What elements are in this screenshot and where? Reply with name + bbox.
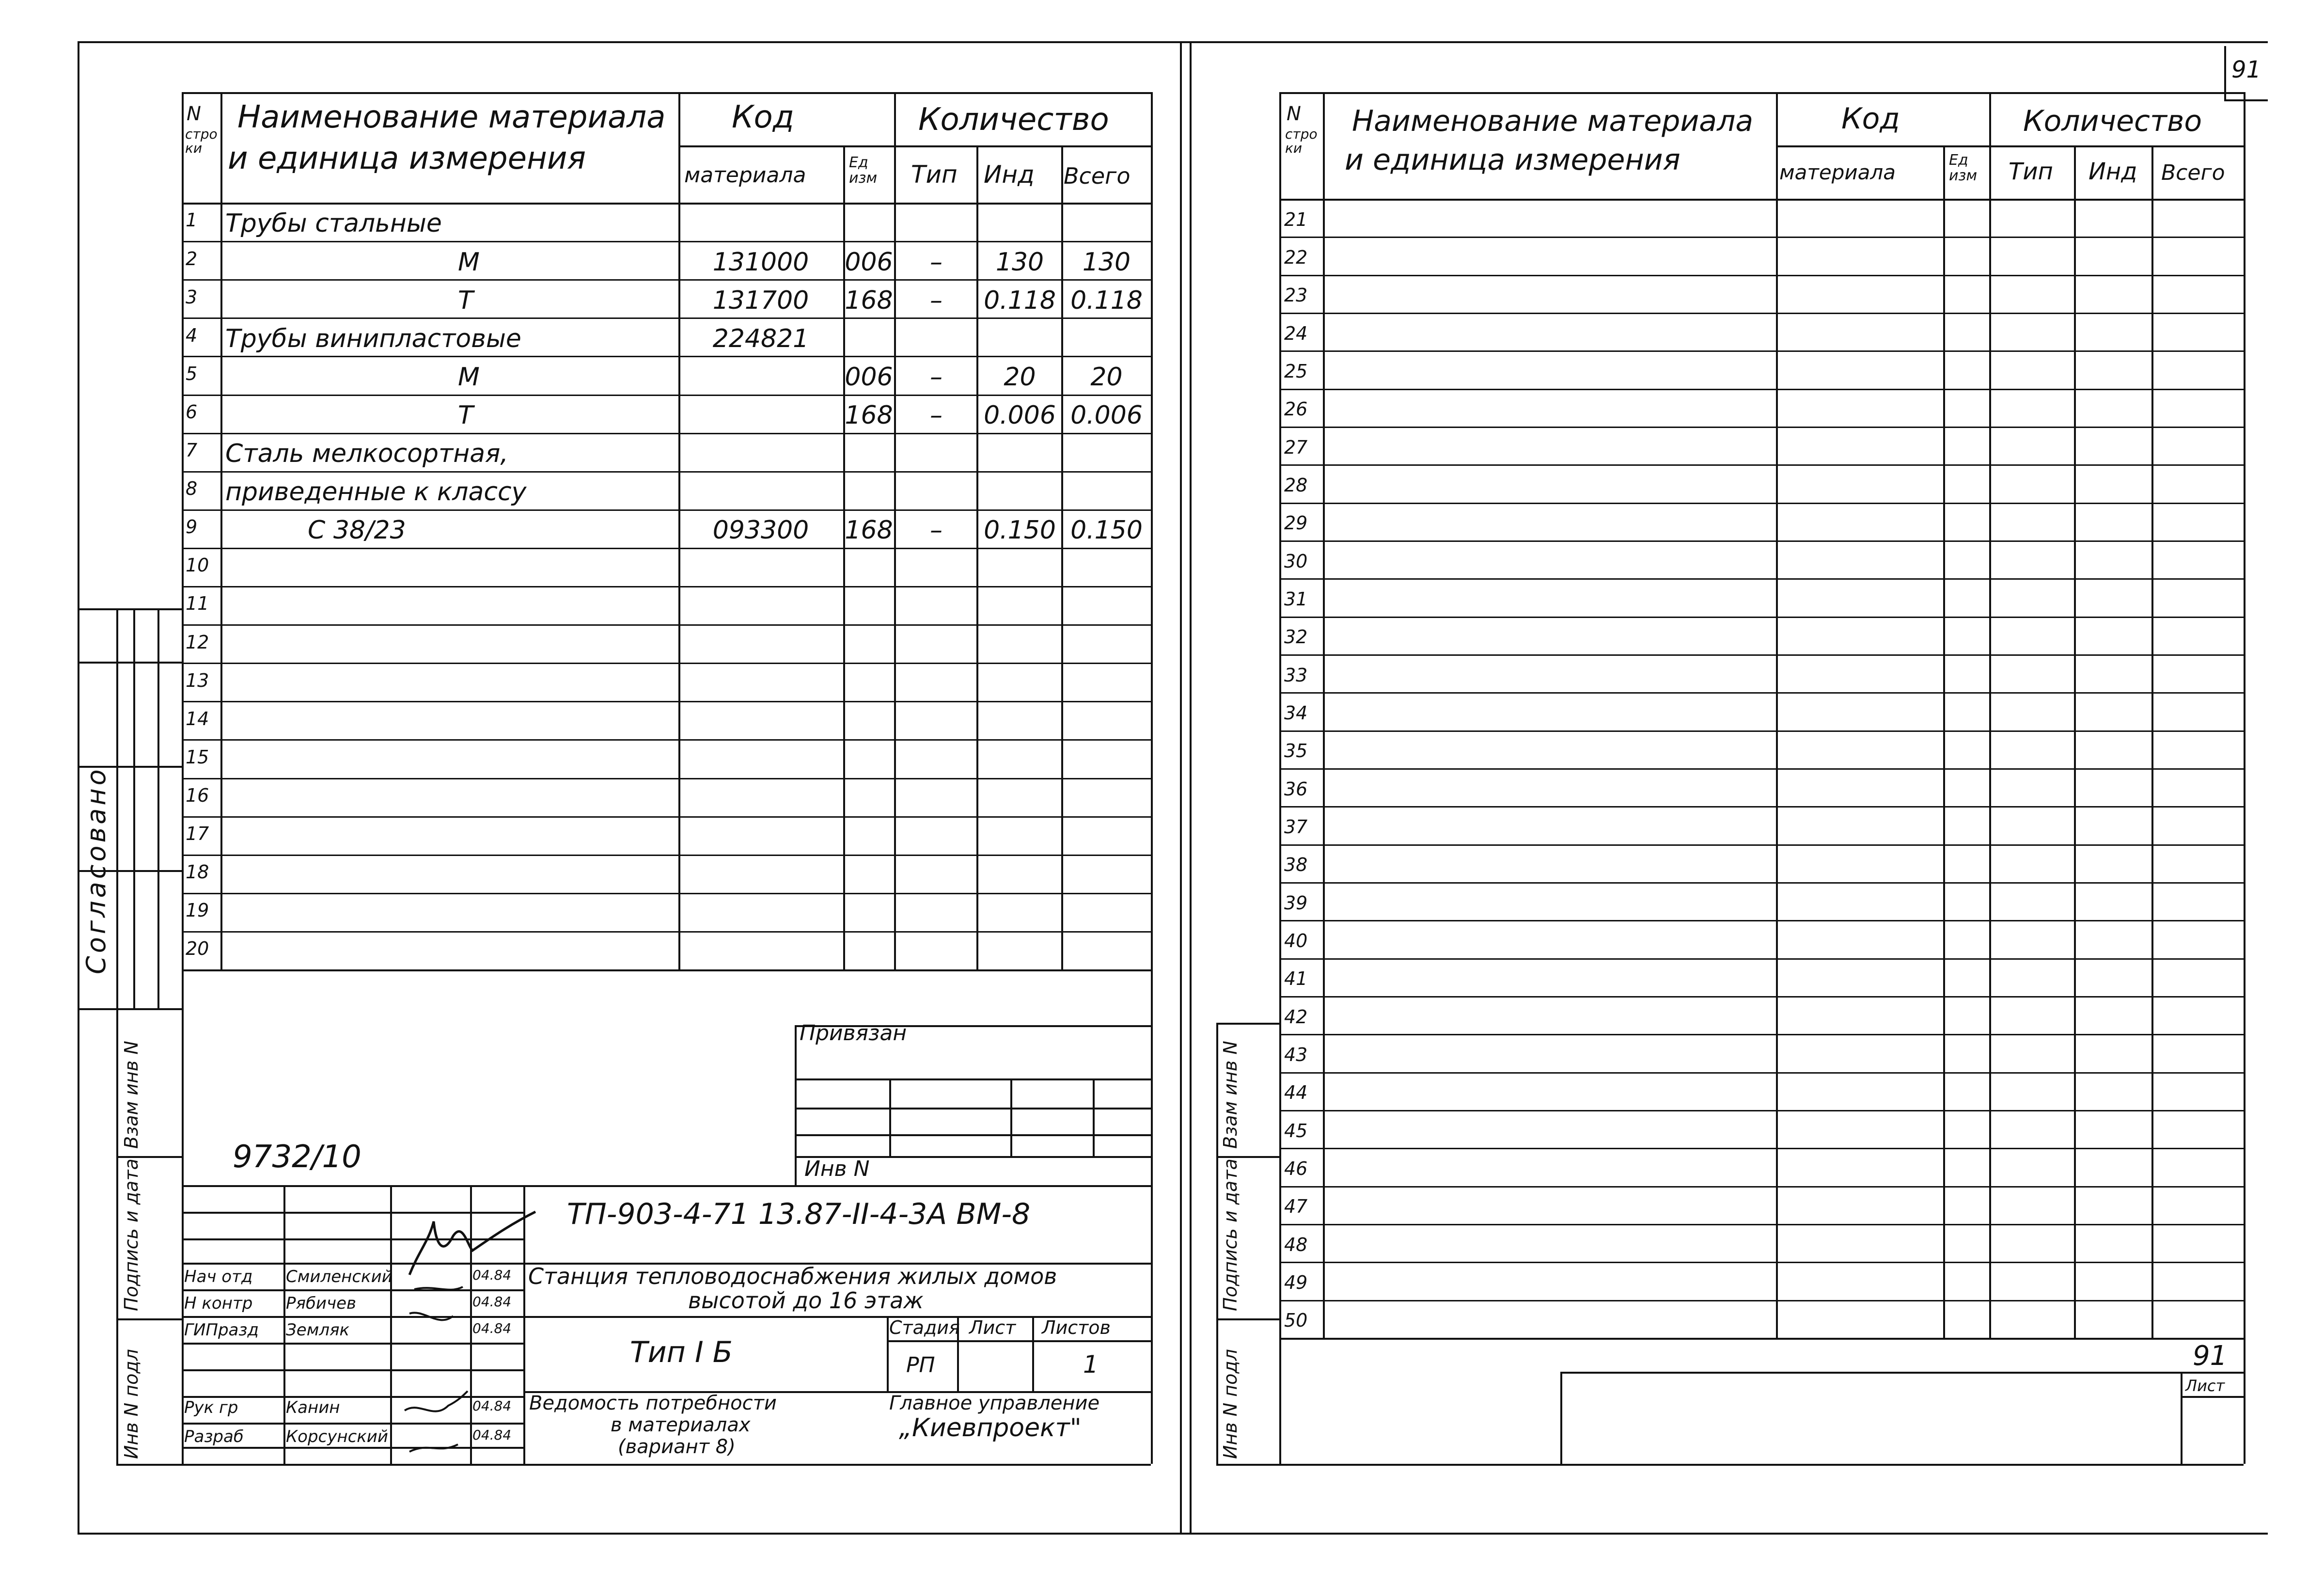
stamp-title-line1: Станция тепловодоснабжения жилых домов xyxy=(528,1263,1057,1289)
left-row-unit: 168 xyxy=(845,400,893,430)
right-side-label-vzam: Взам инв N xyxy=(1220,1041,1241,1149)
left-row-n: 6 xyxy=(186,401,198,423)
right-side-label-sign: Подпись и дата xyxy=(1220,1158,1241,1311)
right-row-number: 35 xyxy=(1284,740,1308,762)
left-row-code: 131000 xyxy=(712,247,809,277)
left-side-label-sign: Подпись и дата xyxy=(121,1158,142,1311)
left-row-unit: 168 xyxy=(845,285,893,315)
right-row-number: 39 xyxy=(1284,892,1308,914)
right-row-number: 38 xyxy=(1284,854,1308,876)
r-header-tip: Тип xyxy=(2009,158,2053,185)
right-row-number: 36 xyxy=(1284,778,1308,800)
signer-date: 04.84 xyxy=(472,1320,512,1336)
left-row-name: Трубы винипластовые xyxy=(225,324,521,353)
left-row-n: 4 xyxy=(186,324,198,346)
right-row-number: 50 xyxy=(1284,1310,1308,1331)
signer-role: Нач отд xyxy=(184,1267,253,1286)
right-row-number: 37 xyxy=(1284,816,1308,838)
left-row-n: 5 xyxy=(186,363,198,384)
header-code: Код xyxy=(732,99,794,135)
left-row-tip: – xyxy=(930,362,942,392)
left-row-n: 16 xyxy=(186,784,209,806)
r-header-n: N xyxy=(1287,103,1301,125)
left-row-n: 20 xyxy=(186,938,209,960)
header-ind: Инд xyxy=(984,160,1035,189)
stamp-org-line1: Главное управление xyxy=(889,1392,1100,1414)
left-row-name: С 38/23 xyxy=(308,516,406,545)
left-row-total: 0.118 xyxy=(1070,285,1143,315)
left-row-n: 11 xyxy=(186,593,209,615)
header-total: Всего xyxy=(1064,163,1131,189)
left-row-total: 0.150 xyxy=(1070,516,1143,545)
right-row-number: 42 xyxy=(1284,1006,1308,1028)
soglasovano-label: Согласовано xyxy=(81,766,111,974)
left-row-n: 2 xyxy=(186,248,198,269)
stamp-sheet-label: Лист xyxy=(969,1317,1016,1338)
header-name-line1: Наименование материала xyxy=(237,99,666,135)
right-row-number: 24 xyxy=(1284,322,1308,344)
right-row-number: 47 xyxy=(1284,1196,1308,1218)
header-unit: Ед изм xyxy=(849,154,878,187)
right-row-number: 33 xyxy=(1284,664,1308,686)
left-row-name: М xyxy=(458,362,480,392)
left-row-n: 15 xyxy=(186,746,209,768)
left-row-name: М xyxy=(458,247,480,277)
left-row-n: 1 xyxy=(186,209,198,231)
stamp-doc-line2: в материалах xyxy=(611,1414,751,1436)
right-row-number: 48 xyxy=(1284,1234,1308,1255)
left-row-total: 0.006 xyxy=(1070,400,1143,430)
right-row-number: 22 xyxy=(1284,246,1308,268)
left-row-code: 224821 xyxy=(712,324,809,353)
signature-marks xyxy=(390,1192,555,1464)
r-header-stroki: стро ки xyxy=(1285,126,1318,157)
r-header-material: материала xyxy=(1779,160,1896,184)
r-header-ind: Инд xyxy=(2088,158,2137,185)
stamp-doc-line1: Ведомость потребности xyxy=(529,1392,777,1414)
left-row-n: 18 xyxy=(186,861,209,883)
left-row-tip: – xyxy=(930,516,942,545)
signer-name: Земляк xyxy=(286,1320,350,1340)
stamp-sheets-label: Листов xyxy=(1042,1317,1111,1338)
r-header-name-line1: Наименование материала xyxy=(1352,104,1754,138)
left-row-total: 20 xyxy=(1090,362,1123,392)
signer-name: Канин xyxy=(286,1398,340,1417)
inv-n-label: Инв N xyxy=(804,1157,870,1181)
left-row-ind: 0.150 xyxy=(984,516,1056,545)
stamp-stage-label: Стадия xyxy=(889,1317,960,1338)
left-row-code: 131700 xyxy=(712,285,809,315)
left-row-n: 12 xyxy=(186,631,209,653)
left-row-tip: – xyxy=(930,400,942,430)
right-row-number: 43 xyxy=(1284,1044,1308,1065)
left-row-tip: – xyxy=(930,285,942,315)
left-row-unit: 168 xyxy=(845,516,893,545)
left-row-n: 17 xyxy=(186,823,209,844)
signer-date: 04.84 xyxy=(472,1427,512,1443)
right-row-number: 44 xyxy=(1284,1082,1308,1104)
signer-role: Н контр xyxy=(184,1294,253,1313)
left-row-n: 8 xyxy=(186,478,198,500)
left-row-code: 093300 xyxy=(712,516,809,545)
right-table-body xyxy=(1279,199,2244,1338)
right-row-number: 31 xyxy=(1284,588,1308,610)
left-side-label-vzam: Взам инв N xyxy=(121,1041,142,1149)
right-row-number: 46 xyxy=(1284,1157,1308,1179)
left-row-unit: 006 xyxy=(845,247,893,277)
right-row-number: 40 xyxy=(1284,930,1308,951)
left-row-name: приведенные к классу xyxy=(225,477,527,507)
header-material: материала xyxy=(684,163,806,188)
signer-role: Разраб xyxy=(184,1427,244,1446)
signer-date: 04.84 xyxy=(472,1398,512,1414)
left-row-n: 3 xyxy=(186,286,198,308)
left-row-ind: 20 xyxy=(1004,362,1036,392)
signer-name: Корсунский xyxy=(286,1427,388,1446)
right-row-number: 25 xyxy=(1284,360,1308,382)
signer-name: Смиленский xyxy=(286,1267,393,1286)
right-row-number: 34 xyxy=(1284,702,1308,724)
right-row-number: 27 xyxy=(1284,436,1308,458)
right-row-number: 26 xyxy=(1284,398,1308,420)
right-row-number: 41 xyxy=(1284,968,1308,990)
header-quantity: Количество xyxy=(918,102,1109,138)
r-header-name-line2: и единица измерения xyxy=(1345,143,1680,177)
right-row-number: 45 xyxy=(1284,1120,1308,1141)
header-n: N xyxy=(187,103,201,125)
right-sheet-label: Лист xyxy=(2185,1377,2225,1395)
signer-date: 04.84 xyxy=(472,1294,512,1310)
header-name-line2: и единица измерения xyxy=(228,141,586,176)
left-row-name: Трубы стальные xyxy=(225,209,442,238)
signer-role: ГИПразд xyxy=(184,1320,259,1340)
right-sheet-number: 91 xyxy=(2193,1340,2228,1372)
signer-role: Рук гр xyxy=(184,1398,238,1417)
r-header-unit: Ед изм xyxy=(1949,152,1978,184)
left-row-unit: 006 xyxy=(845,362,893,392)
left-row-ind: 130 xyxy=(995,247,1044,277)
r-header-quantity: Количество xyxy=(2023,104,2202,138)
left-row-total: 130 xyxy=(1082,247,1131,277)
stamp-doc-line3: (вариант 8) xyxy=(618,1436,736,1458)
left-row-ind: 0.118 xyxy=(984,285,1056,315)
left-row-name: Сталь мелкосортная, xyxy=(225,439,508,468)
stamp-sheets-count: 1 xyxy=(1083,1350,1099,1379)
right-row-number: 30 xyxy=(1284,550,1308,572)
right-row-number: 23 xyxy=(1284,285,1308,306)
left-side-label-inv: Инв N подл xyxy=(121,1349,142,1459)
left-row-n: 7 xyxy=(186,440,198,461)
right-row-number: 21 xyxy=(1284,208,1308,230)
left-row-n: 9 xyxy=(186,516,198,538)
left-row-tip: – xyxy=(930,247,942,277)
r-header-code: Код xyxy=(1841,102,1900,136)
left-row-n: 10 xyxy=(186,555,209,576)
left-row-name: Т xyxy=(458,400,473,430)
stamp-type: Тип I Б xyxy=(630,1335,733,1369)
stamp-designation: ТП-903-4-71 13.87-II-4-3А ВМ-8 xyxy=(567,1197,1031,1231)
left-row-n: 14 xyxy=(186,708,209,729)
stamp-stage: РП xyxy=(906,1353,935,1378)
project-number: 9732/10 xyxy=(233,1139,361,1175)
left-row-ind: 0.006 xyxy=(984,400,1056,430)
left-row-n: 19 xyxy=(186,900,209,921)
right-row-number: 49 xyxy=(1284,1271,1308,1293)
right-row-number: 32 xyxy=(1284,626,1308,648)
signer-date: 04.84 xyxy=(472,1267,512,1283)
right-side-label-inv: Инв N подл xyxy=(1220,1349,1241,1459)
r-header-total: Всего xyxy=(2161,160,2225,185)
left-table-body xyxy=(182,203,1151,969)
header-tip: Тип xyxy=(911,160,958,189)
right-row-number: 28 xyxy=(1284,474,1308,496)
page-number-top: 91 xyxy=(2231,56,2261,83)
right-row-number: 29 xyxy=(1284,512,1308,534)
signer-name: Рябичев xyxy=(286,1294,357,1313)
header-stroki: стро ки xyxy=(185,126,218,157)
stamp-org-line2: „Киевпроект" xyxy=(899,1413,1082,1442)
stamp-title-line2: высотой до 16 этаж xyxy=(688,1287,924,1314)
left-row-n: 13 xyxy=(186,669,209,691)
privyazan-label: Привязан xyxy=(800,1021,907,1046)
left-row-name: Т xyxy=(458,285,473,315)
